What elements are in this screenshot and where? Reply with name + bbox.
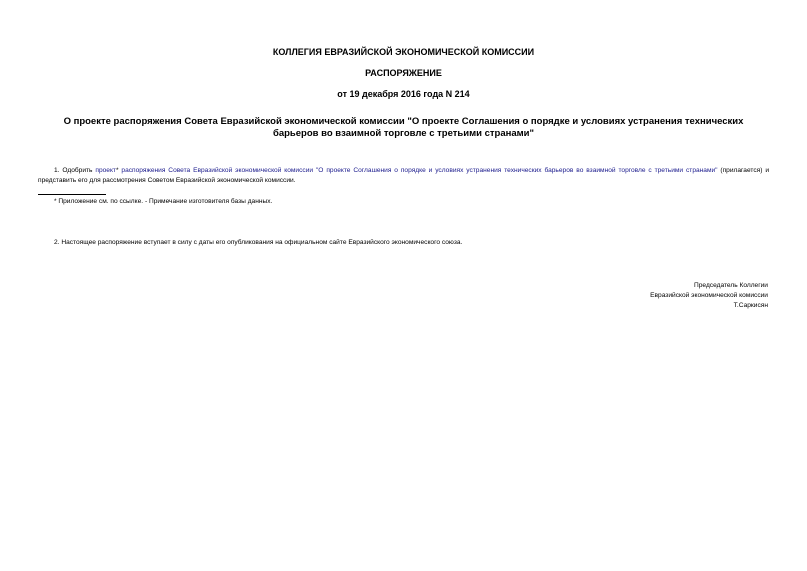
paragraph-1: [38, 166, 769, 186]
paragraph-2: 2. Настоящее распоряжение вступает в силу с даты его опубликования на официальном сайте Евразийского экономического союза.: [54, 239, 463, 246]
signature-position: Председатель Коллегии: [694, 282, 768, 289]
signature-name: Т.Саркисян: [733, 302, 768, 309]
footnote-divider: [38, 194, 106, 195]
footnote: * Приложение см. по ссылке. - Примечание изготовителя базы данных.: [54, 198, 273, 205]
date-line: от 19 декабря 2016 года N 214: [337, 89, 470, 99]
signature-organization: Евразийской экономической комиссии: [650, 292, 768, 299]
footnote-marker: *: [115, 167, 119, 174]
project-link[interactable]: проект: [95, 167, 116, 174]
doc-type-title: РАСПОРЯЖЕНИЕ: [365, 68, 442, 78]
org-title: КОЛЛЕГИЯ ЕВРАЗИЙСКОЙ ЭКОНОМИЧЕСКОЙ КОМИССИИ: [272, 47, 535, 57]
project-title-link[interactable]: распоряжения Совета Евразийской экономической комиссии "О проекте Соглашения о порядке и условиях устранения технических барьеров во взаимной торговле с третьими странами": [118, 167, 718, 174]
paragraph-1-prefix: 1. Одобрить: [54, 167, 96, 174]
subject-title: О проекте распоряжения Совета Евразийской экономической комиссии "О проекте Соглашения о порядке и условиях устранения технических барьеров во взаимной торговле с третьими странами": [63, 116, 744, 139]
paragraph-1-suffix: (прилагается) и представить его для рассмотрения Советом Евразийской экономической комиссии.: [38, 167, 769, 184]
